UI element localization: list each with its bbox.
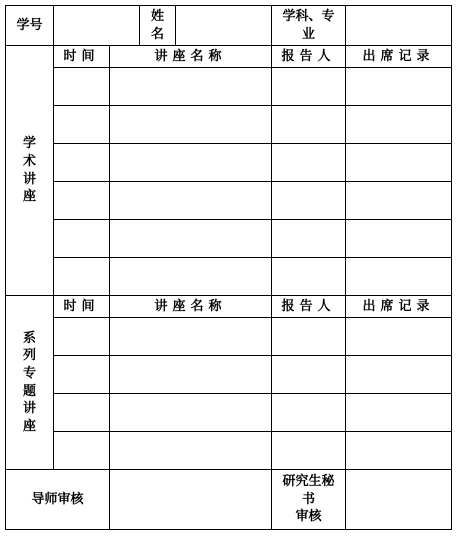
col-header-lecture-name: 讲座名称 — [110, 46, 272, 68]
review-row — [6, 470, 452, 530]
major-label — [272, 6, 346, 46]
attendance-cell[interactable] — [346, 68, 452, 106]
major-field[interactable] — [346, 6, 452, 46]
series-header-row — [6, 296, 452, 318]
label-char: 列 — [22, 348, 36, 364]
name-label-line2: 名 — [150, 26, 164, 42]
table-row — [6, 144, 452, 182]
time-cell[interactable] — [54, 318, 110, 356]
student-id-field[interactable] — [54, 6, 140, 46]
label-char: 学 — [22, 136, 36, 152]
speaker-cell[interactable] — [272, 182, 346, 220]
time-cell[interactable] — [54, 220, 110, 258]
speaker-cell[interactable] — [272, 356, 346, 394]
label-char: 术 — [22, 153, 36, 169]
secretary-label-line3: 审核 — [295, 509, 322, 525]
series-lectures-label — [6, 296, 54, 470]
col-header-time: 时间 — [54, 46, 110, 68]
attendance-cell[interactable] — [346, 106, 452, 144]
time-cell[interactable] — [54, 356, 110, 394]
attendance-cell[interactable] — [346, 356, 452, 394]
label-char: 题 — [22, 383, 36, 399]
student-id-label: 学号 — [6, 6, 54, 46]
secretary-review-field[interactable] — [346, 470, 452, 530]
table-row — [6, 220, 452, 258]
time-cell[interactable] — [54, 182, 110, 220]
secretary-label-line1: 研究生秘 — [282, 474, 335, 490]
speaker-cell[interactable] — [272, 144, 346, 182]
lecture-name-cell[interactable] — [110, 106, 272, 144]
major-label-line2: 业 — [301, 26, 315, 42]
lecture-name-cell[interactable] — [110, 182, 272, 220]
secretary-label-line2: 书 — [301, 491, 315, 507]
speaker-cell[interactable] — [272, 318, 346, 356]
lecture-name-cell[interactable] — [110, 220, 272, 258]
time-cell[interactable] — [54, 144, 110, 182]
col-header-attendance: 出席记录 — [346, 296, 452, 318]
speaker-cell[interactable] — [272, 220, 346, 258]
time-cell[interactable] — [54, 432, 110, 470]
academic-lectures-label — [6, 46, 54, 296]
name-label-line1: 姓 — [150, 8, 164, 24]
col-header-speaker: 报告人 — [272, 296, 346, 318]
lecture-name-cell[interactable] — [110, 318, 272, 356]
lecture-name-cell[interactable] — [110, 432, 272, 470]
label-char: 座 — [22, 418, 36, 434]
label-char: 座 — [22, 189, 36, 205]
label-char: 讲 — [22, 401, 36, 417]
table-row — [6, 394, 452, 432]
label-char: 讲 — [22, 171, 36, 187]
table-row — [6, 432, 452, 470]
secretary-review-label — [272, 470, 346, 530]
table-row — [6, 356, 452, 394]
lecture-name-cell[interactable] — [110, 68, 272, 106]
attendance-cell[interactable] — [346, 144, 452, 182]
lecture-record-form — [5, 5, 452, 530]
speaker-cell[interactable] — [272, 394, 346, 432]
table-row — [6, 68, 452, 106]
speaker-cell[interactable] — [272, 432, 346, 470]
advisor-review-field[interactable] — [110, 470, 272, 530]
attendance-cell[interactable] — [346, 394, 452, 432]
attendance-cell[interactable] — [346, 258, 452, 296]
major-label-line1: 学科、专 — [282, 8, 335, 24]
time-cell[interactable] — [54, 258, 110, 296]
speaker-cell[interactable] — [272, 258, 346, 296]
lecture-name-cell[interactable] — [110, 144, 272, 182]
attendance-cell[interactable] — [346, 220, 452, 258]
label-char: 专 — [22, 365, 36, 381]
attendance-cell[interactable] — [346, 182, 452, 220]
label-char: 系 — [22, 330, 36, 346]
attendance-cell[interactable] — [346, 318, 452, 356]
time-cell[interactable] — [54, 68, 110, 106]
table-row — [6, 318, 452, 356]
speaker-cell[interactable] — [272, 68, 346, 106]
advisor-review-label: 导师审核 — [6, 470, 110, 530]
table-row — [6, 258, 452, 296]
name-field[interactable] — [176, 6, 272, 46]
col-header-speaker: 报告人 — [272, 46, 346, 68]
speaker-cell[interactable] — [272, 106, 346, 144]
col-header-attendance: 出席记录 — [346, 46, 452, 68]
header-row — [6, 6, 452, 46]
col-header-time: 时间 — [54, 296, 110, 318]
time-cell[interactable] — [54, 394, 110, 432]
attendance-cell[interactable] — [346, 432, 452, 470]
name-label — [140, 6, 176, 46]
lecture-name-cell[interactable] — [110, 258, 272, 296]
lecture-name-cell[interactable] — [110, 394, 272, 432]
col-header-lecture-name: 讲座名称 — [110, 296, 272, 318]
lecture-name-cell[interactable] — [110, 356, 272, 394]
academic-header-row — [6, 46, 452, 68]
time-cell[interactable] — [54, 106, 110, 144]
table-row — [6, 106, 452, 144]
table-row — [6, 182, 452, 220]
